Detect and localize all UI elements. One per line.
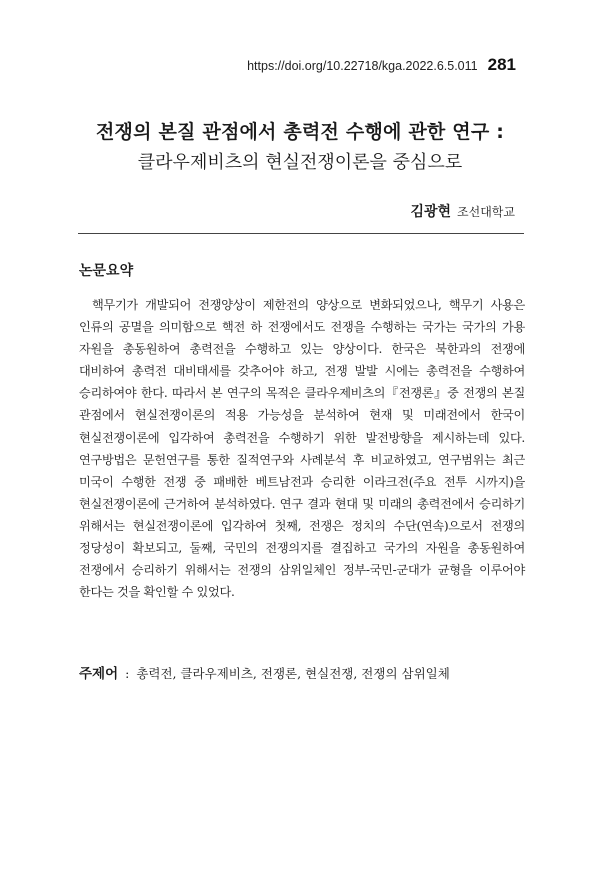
paper-title: 전쟁의 본질 관점에서 총력전 수행에 관한 연구 : [95,121,505,143]
abstract-body: 핵무기가 개발되어 전쟁양상이 제한전의 양상으로 변화되었으나, 핵무기 사용은 인류의 공멸을 의미함으로 핵전 하 전쟁에서도 전쟁을 수행하는 국가는 국가의 가용 자원을 총동원하여 총력전을 수행하고 있는 양상이다. 한국은 북한과의 전쟁에 대비하여 총력전 대비태세를 갖추어야 하고, 전쟁 발발 시에는 총력전을 수행하여 승리하여야 한다. 따라서 본 연구의 목적은 클라우제비츠의『전쟁론』중 전쟁의 본질 관점에서 현실전쟁이론의 적용 가능성을 분석하여 현재 및 미래전에서 한국이 현실전쟁이론에 입각하여 총력전을 수행하기 위한 발전방향을 제시하는데 있다. 연구방법은 문헌연구를 통한 질적연구와 사례분석 후 비교하였고, 연구범위는 최근 미국이 수행한 전쟁 중 패배한 베트남전과 승리한 이라크전(주요 전투 시까지)을 현실전쟁이론에 근거하여 분석하였다. 연구 결과 현대 및 미래의 총력전에서 승리하기 위해서는 현실전쟁이론에 입각하여 첫째, 전쟁은 정치의 수단(연속)으로서 전쟁의 정당성이 확보되고, 둘째, 국민의 전쟁의지를 결집하고 국가의 자원을 총동원하여 전쟁에서 승리하기 위해서는 전쟁의 삼위일체인 정부-국민-군대가 균형을 이루어야 한다는 것을 확인할 수 있었다. [79,298,525,600]
author-affiliation: 조선대학교 [457,205,515,219]
abstract-heading: 논문요약 [79,263,134,279]
keywords-list: 총력전, 클라우제비츠, 전쟁론, 현실전쟁, 전쟁의 삼위일체 [136,666,450,681]
author-line [410,201,515,221]
page-header [247,55,516,75]
title-divider [78,233,524,234]
keywords-label: 주제어 [79,666,119,682]
keywords-separator: : [125,666,130,681]
author-name: 김광현 [410,204,452,220]
keywords-line [79,662,525,682]
page-number: 281 [487,55,516,74]
doi-link[interactable]: https://doi.org/10.22718/kga.2022.6.5.011 [247,59,478,73]
paper-subtitle: 클라우제비츠의 현실전쟁이론을 중심으로 [137,152,463,173]
